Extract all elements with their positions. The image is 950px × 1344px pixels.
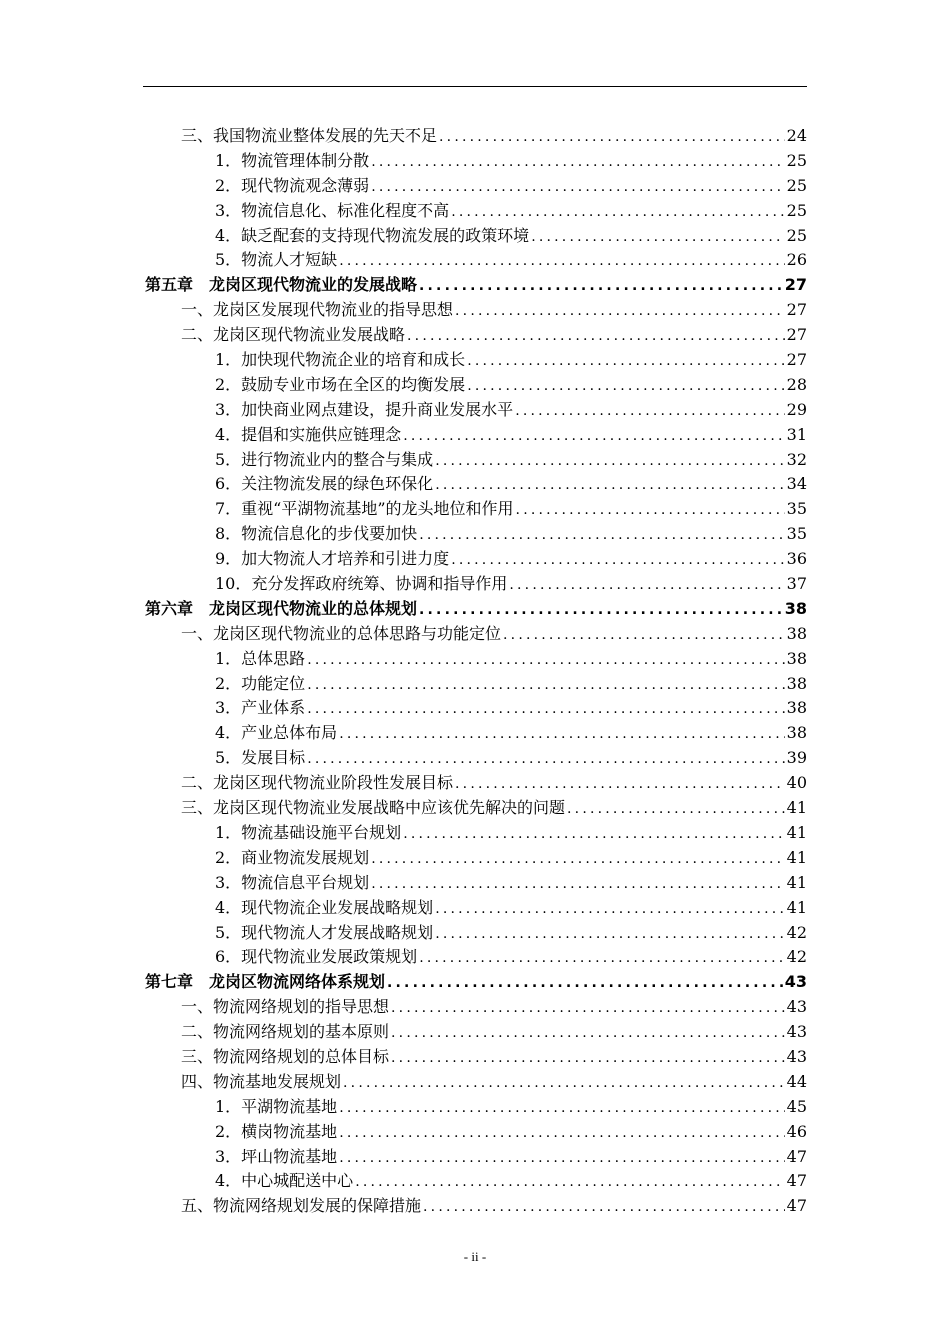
toc-entry-title: 一、龙岗区发展现代物流业的指导思想	[181, 300, 454, 320]
toc-entry-title: 1．平湖物流基地	[215, 1096, 338, 1116]
dot-leader	[419, 946, 784, 971]
toc-entry[interactable]	[145, 771, 807, 796]
toc-entry-title: 一、龙岗区现代物流业的总体思路与功能定位	[181, 623, 502, 643]
toc-entry[interactable]	[145, 696, 807, 721]
dot-leader	[435, 449, 784, 474]
toc-entry-title: 3．物流信息平台规划	[215, 872, 370, 892]
toc-entry-page: 27	[784, 275, 807, 295]
dot-leader	[439, 125, 785, 150]
toc-entry-title: 3．坪山物流基地	[215, 1146, 338, 1166]
toc-entry-page: 41	[786, 822, 807, 842]
toc-entry-title: 3．产业体系	[215, 698, 306, 718]
toc-entry[interactable]	[145, 174, 807, 199]
dot-leader	[371, 847, 784, 872]
toc-entry[interactable]	[145, 871, 807, 896]
dot-leader	[387, 971, 783, 996]
toc-entry-title: 第五章 龙岗区现代物流业的发展战略	[145, 275, 418, 295]
toc-entry-page: 25	[786, 175, 807, 195]
toc-entry[interactable]	[145, 1120, 807, 1145]
dot-leader	[339, 722, 784, 747]
toc-entry-page: 26	[786, 250, 807, 270]
dot-leader	[307, 747, 784, 772]
dot-leader	[419, 598, 783, 623]
dot-leader	[307, 697, 784, 722]
toc-entry-page: 46	[786, 1121, 807, 1141]
toc-entry[interactable]	[145, 522, 807, 547]
toc-entry[interactable]	[145, 921, 807, 946]
toc-entry-title: 四、物流基地发展规划	[181, 1071, 342, 1091]
toc-entry-page: 47	[786, 1171, 807, 1191]
toc-entry-title: 5．物流人才短缺	[215, 250, 338, 270]
toc-entry-title: 4．中心城配送中心	[215, 1171, 354, 1191]
toc-entry-page: 25	[786, 200, 807, 220]
toc-entry-page: 44	[786, 1071, 807, 1091]
toc-chapter-entry[interactable]	[145, 970, 807, 995]
toc-entry-page: 45	[786, 1096, 807, 1116]
toc-chapter-entry[interactable]	[145, 273, 807, 298]
toc-entry[interactable]	[145, 672, 807, 697]
toc-entry[interactable]	[145, 298, 807, 323]
toc-entry-title: 2．商业物流发展规划	[215, 847, 370, 867]
dot-leader	[467, 374, 784, 399]
page-number: - ii -	[463, 1249, 487, 1264]
toc-entry[interactable]	[145, 1095, 807, 1120]
dot-leader	[515, 399, 784, 424]
dot-leader	[403, 424, 784, 449]
toc-entry-page: 27	[786, 350, 807, 370]
toc-entry-page: 31	[786, 424, 807, 444]
toc-entry-title: 三、我国物流业整体发展的先天不足	[181, 126, 438, 145]
dot-leader	[343, 1071, 785, 1096]
dot-leader	[455, 772, 785, 797]
toc-entry[interactable]	[145, 1070, 807, 1095]
dot-leader	[503, 623, 785, 648]
dot-leader	[455, 299, 785, 324]
dot-leader	[435, 922, 784, 947]
toc-entry-page: 25	[786, 225, 807, 245]
toc-entry-page: 29	[786, 399, 807, 419]
dot-leader	[531, 225, 784, 250]
dot-leader	[423, 1195, 785, 1220]
toc-entry-page: 37	[786, 574, 807, 594]
toc-entry-page: 47	[786, 1196, 807, 1216]
toc-entry-title: 4．产业总体布局	[215, 723, 338, 743]
toc-entry[interactable]	[145, 547, 807, 572]
dot-leader	[339, 1146, 784, 1171]
toc-entry-page: 43	[786, 1022, 807, 1042]
toc-entry-page: 40	[786, 773, 807, 793]
toc-entry-title: 5．进行物流业内的整合与集成	[215, 449, 434, 469]
toc-entry[interactable]	[145, 721, 807, 746]
toc-entry[interactable]	[145, 323, 807, 348]
toc-entry-title: 4．现代物流企业发展战略规划	[215, 897, 434, 917]
toc-entry-title: 5．发展目标	[215, 748, 306, 768]
toc-entry[interactable]	[145, 398, 807, 423]
toc-entry-title: 1．物流基础设施平台规划	[215, 822, 402, 842]
toc-entry[interactable]	[145, 472, 807, 497]
toc-entry-page: 34	[786, 474, 807, 494]
toc-entry-title: 8．物流信息化的步伐要加快	[215, 524, 418, 544]
toc-entry-title: 二、龙岗区现代物流业发展战略	[181, 325, 406, 345]
toc-entry[interactable]	[145, 995, 807, 1020]
toc-entry-title: 1．总体思路	[215, 648, 306, 668]
toc-entry-title: 2．现代物流观念薄弱	[215, 175, 370, 195]
toc-entry-title: 五、物流网络规划发展的保障措施	[181, 1196, 422, 1216]
toc-entry-page: 41	[786, 798, 807, 818]
toc-entry[interactable]	[145, 1020, 807, 1045]
toc-entry[interactable]	[145, 1145, 807, 1170]
dot-leader	[391, 1021, 785, 1046]
toc-entry[interactable]	[145, 224, 807, 249]
toc-entry-page: 24	[786, 126, 807, 145]
table-of-contents	[145, 124, 807, 1219]
dot-leader	[567, 797, 785, 822]
toc-entry-title: 1．物流管理体制分散	[215, 150, 370, 170]
toc-entry-title: 7．重视“平湖物流基地”的龙头地位和作用	[215, 499, 514, 519]
toc-entry-page: 35	[786, 524, 807, 544]
toc-entry-title: 10．充分发挥政府统筹、协调和指导作用	[215, 574, 508, 594]
dot-leader	[516, 498, 785, 523]
dot-leader	[467, 349, 784, 374]
toc-entry-title: 二、物流网络规划的基本原则	[181, 1022, 390, 1042]
toc-entry[interactable]	[145, 497, 807, 522]
toc-entry-page: 35	[786, 499, 807, 519]
toc-entry[interactable]	[145, 896, 807, 921]
toc-entry[interactable]	[145, 448, 807, 473]
toc-entry-title: 4．缺乏配套的支持现代物流发展的政策环境	[215, 225, 530, 245]
toc-entry-page: 38	[786, 648, 807, 668]
toc-entry[interactable]	[145, 124, 807, 149]
toc-entry-page: 43	[786, 997, 807, 1017]
toc-entry-page: 28	[786, 374, 807, 394]
dot-leader	[339, 1121, 784, 1146]
dot-leader	[339, 1096, 784, 1121]
toc-entry-page: 38	[784, 598, 807, 618]
toc-entry[interactable]	[145, 1194, 807, 1219]
dot-leader	[339, 249, 784, 274]
dot-leader	[407, 324, 785, 349]
toc-entry-page: 42	[786, 947, 807, 967]
toc-entry-page: 41	[786, 897, 807, 917]
toc-entry-page: 36	[786, 549, 807, 569]
toc-entry-title: 一、物流网络规划的指导思想	[181, 997, 390, 1017]
dot-leader	[435, 897, 784, 922]
dot-leader	[509, 573, 784, 598]
toc-entry-title: 2．横岗物流基地	[215, 1121, 338, 1141]
toc-entry[interactable]	[145, 821, 807, 846]
toc-entry[interactable]	[145, 348, 807, 373]
toc-entry-title: 4．提倡和实施供应链理念	[215, 424, 402, 444]
toc-entry[interactable]	[145, 423, 807, 448]
dot-leader	[419, 523, 784, 548]
toc-entry[interactable]	[145, 796, 807, 821]
toc-entry-page: 47	[786, 1146, 807, 1166]
toc-entry-page: 27	[786, 325, 807, 345]
dot-leader	[435, 473, 784, 498]
toc-entry-title: 2．鼓励专业市场在全区的均衡发展	[215, 374, 466, 394]
toc-entry-page: 25	[786, 150, 807, 170]
toc-entry-page: 32	[786, 449, 807, 469]
toc-entry[interactable]	[145, 149, 807, 174]
toc-entry-title: 1．加快现代物流企业的培育和成长	[215, 350, 466, 370]
toc-entry[interactable]	[145, 622, 807, 647]
dot-leader	[419, 274, 783, 299]
dot-leader	[391, 996, 785, 1021]
toc-entry[interactable]	[145, 572, 807, 597]
dot-leader	[355, 1170, 784, 1195]
dot-leader	[307, 673, 784, 698]
toc-entry-page: 27	[786, 300, 807, 320]
toc-entry-page: 39	[786, 748, 807, 768]
toc-entry[interactable]	[145, 1045, 807, 1070]
toc-entry-page: 43	[786, 1046, 807, 1066]
toc-entry-title: 6．现代物流业发展政策规划	[215, 947, 418, 967]
toc-entry-page: 38	[786, 673, 807, 693]
toc-entry[interactable]	[145, 846, 807, 871]
dot-leader	[451, 548, 784, 573]
toc-entry-title: 3．物流信息化、标准化程度不高	[215, 200, 450, 220]
header-rule	[143, 86, 807, 87]
dot-leader	[371, 175, 784, 200]
toc-entry[interactable]	[145, 248, 807, 273]
dot-leader	[403, 822, 784, 847]
toc-entry[interactable]	[145, 945, 807, 970]
toc-entry[interactable]	[145, 373, 807, 398]
toc-entry[interactable]	[145, 199, 807, 224]
dot-leader	[307, 648, 784, 673]
dot-leader	[371, 872, 784, 897]
toc-entry-title: 6．关注物流发展的绿色环保化	[215, 474, 434, 494]
dot-leader	[451, 200, 784, 225]
toc-entry-title: 9．加大物流人才培养和引进力度	[215, 549, 450, 569]
toc-entry-title: 3．加快商业网点建设，提升商业发展水平	[215, 399, 514, 419]
toc-entry[interactable]	[145, 1169, 807, 1194]
dot-leader	[391, 1046, 785, 1071]
toc-entry[interactable]	[145, 647, 807, 672]
toc-entry-title: 三、龙岗区现代物流业发展战略中应该优先解决的问题	[181, 798, 566, 818]
toc-entry-page: 41	[786, 872, 807, 892]
toc-entry-title: 第七章 龙岗区物流网络体系规划	[145, 972, 386, 992]
toc-entry-page: 38	[786, 698, 807, 718]
toc-entry-title: 第六章 龙岗区现代物流业的总体规划	[145, 598, 418, 618]
toc-entry-title: 二、龙岗区现代物流业阶段性发展目标	[181, 773, 454, 793]
toc-entry-page: 43	[784, 972, 807, 992]
toc-entry-page: 38	[786, 723, 807, 743]
toc-entry-title: 三、物流网络规划的总体目标	[181, 1046, 390, 1066]
toc-entry[interactable]	[145, 746, 807, 771]
toc-entry-page: 42	[786, 922, 807, 942]
toc-entry-title: 2．功能定位	[215, 673, 306, 693]
dot-leader	[371, 150, 784, 175]
toc-entry-page: 41	[786, 847, 807, 867]
toc-entry-page: 38	[786, 623, 807, 643]
toc-entry-title: 5．现代物流人才发展战略规划	[215, 922, 434, 942]
toc-chapter-entry[interactable]	[145, 597, 807, 622]
